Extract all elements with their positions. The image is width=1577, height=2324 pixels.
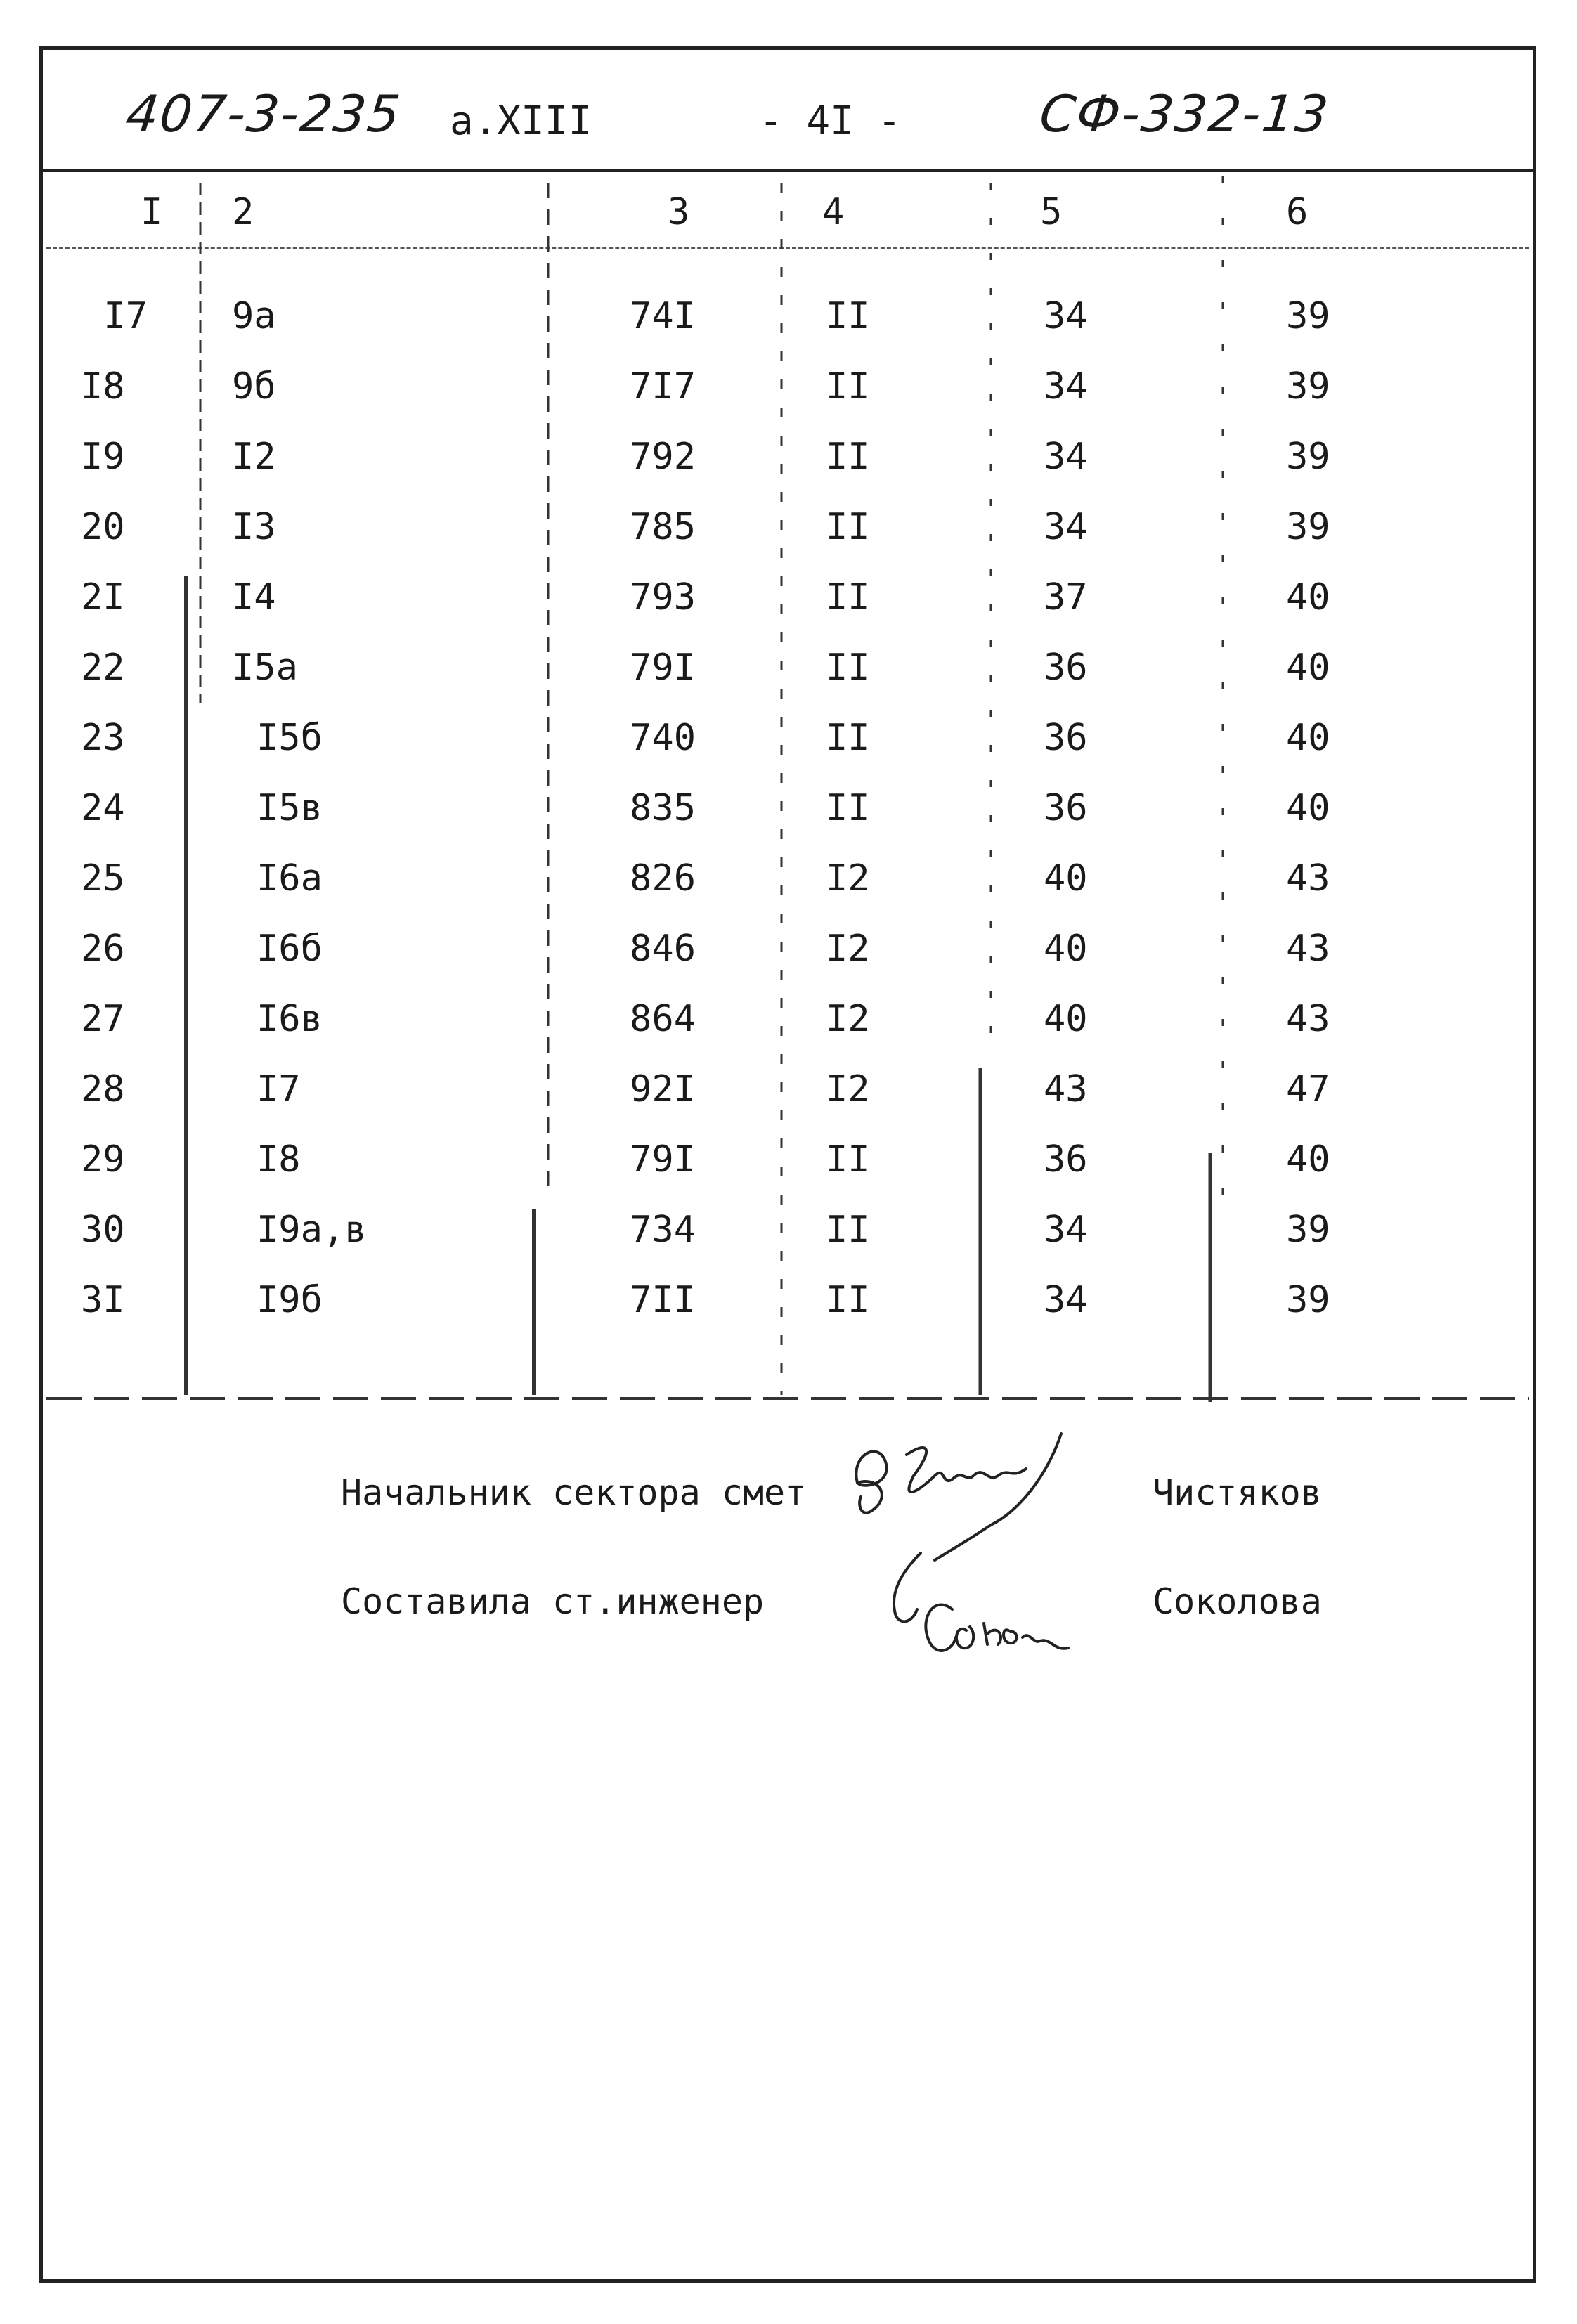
cell-col5: 34 (1044, 436, 1088, 478)
cell-col2: I4 (232, 576, 276, 618)
cell-col3: 740 (630, 717, 696, 759)
cell-col4: II (826, 1279, 870, 1321)
cell-col5: 40 (1044, 998, 1088, 1040)
cell-col4: II (826, 647, 870, 689)
cell-col1: 20 (81, 506, 125, 548)
cell-col1: 26 (81, 928, 125, 970)
cell-col1: 2I (81, 576, 125, 618)
cell-col6: 47 (1286, 1068, 1330, 1110)
handwritten-signatures (829, 1427, 1124, 1694)
cell-col5: 36 (1044, 1138, 1088, 1181)
table-row (0, 647, 1577, 703)
cell-col3: 846 (630, 928, 696, 970)
cell-col5: 36 (1044, 717, 1088, 759)
cell-col6: 40 (1286, 787, 1330, 829)
cell-col6: 43 (1286, 857, 1330, 900)
cell-col2: I7 (257, 1068, 301, 1110)
cell-col2: I6б (257, 928, 323, 970)
cell-col1: 27 (81, 998, 125, 1040)
cell-col4: I2 (826, 928, 870, 970)
cell-col1: 24 (81, 787, 125, 829)
cell-col3: 826 (630, 857, 696, 900)
signature-name-head: Чистяков (1153, 1472, 1322, 1513)
cell-col2: 9а (232, 295, 276, 337)
signature-role-head: Начальник сектора смет (341, 1472, 807, 1513)
page-number: - 4I - (759, 98, 902, 144)
cell-col2: I6в (257, 998, 323, 1040)
cell-col4: II (826, 295, 870, 337)
cell-col6: 39 (1286, 506, 1330, 548)
cell-col3: 92I (630, 1068, 696, 1110)
cell-col5: 34 (1044, 295, 1088, 337)
cell-col6: 39 (1286, 365, 1330, 408)
cell-col4: I2 (826, 1068, 870, 1110)
cell-col6: 40 (1286, 717, 1330, 759)
cell-col2: I3 (232, 506, 276, 548)
cell-col1: 22 (81, 647, 125, 689)
cell-col3: 785 (630, 506, 696, 548)
cell-col6: 40 (1286, 576, 1330, 618)
cell-col6: 39 (1286, 1279, 1330, 1321)
column-header-2: 2 (232, 191, 254, 233)
cell-col4: II (826, 1209, 870, 1251)
cell-col3: 864 (630, 998, 696, 1040)
cell-col4: II (826, 787, 870, 829)
cell-col4: II (826, 506, 870, 548)
cell-col3: 79I (630, 1138, 696, 1181)
cell-col3: 7II (630, 1279, 696, 1321)
cell-col4: II (826, 365, 870, 408)
cell-col5: 36 (1044, 787, 1088, 829)
column-header-6: 6 (1286, 191, 1309, 233)
cell-col1: I9 (81, 436, 125, 478)
table-row (0, 436, 1577, 492)
cell-col6: 39 (1286, 1209, 1330, 1251)
cell-col5: 34 (1044, 1209, 1088, 1251)
cell-col1: 23 (81, 717, 125, 759)
table-row (0, 576, 1577, 632)
table-row (0, 365, 1577, 422)
cell-col5: 36 (1044, 647, 1088, 689)
signature-role-engineer: Составила ст.инженер (341, 1581, 765, 1622)
cell-col2: I9б (257, 1279, 323, 1321)
cell-col3: 74I (630, 295, 696, 337)
cell-col3: 734 (630, 1209, 696, 1251)
cell-col6: 40 (1286, 1138, 1330, 1181)
cell-col5: 37 (1044, 576, 1088, 618)
cell-col1: 25 (81, 857, 125, 900)
table-row (0, 998, 1577, 1054)
table-row (0, 1209, 1577, 1265)
cell-col2: I8 (257, 1138, 301, 1181)
table-row (0, 506, 1577, 562)
column-header-5: 5 (1040, 191, 1063, 233)
cell-col6: 43 (1286, 998, 1330, 1040)
cell-col2: I9а,в (257, 1209, 367, 1251)
cell-col2: 9б (232, 365, 276, 408)
cell-col5: 40 (1044, 857, 1088, 900)
cell-col4: II (826, 1138, 870, 1181)
cell-col4: I2 (826, 857, 870, 900)
cell-col5: 34 (1044, 365, 1088, 408)
estimate-code: СФ-332-13 (1037, 84, 1332, 143)
cell-col1: I8 (81, 365, 125, 408)
album-number: а.XIII (450, 98, 592, 144)
cell-col3: 79I (630, 647, 696, 689)
cell-col6: 39 (1286, 295, 1330, 337)
document-number: 407-3-235 (123, 84, 405, 143)
table-row (0, 857, 1577, 914)
table-row (0, 1138, 1577, 1195)
cell-col1: 28 (81, 1068, 125, 1110)
cell-col5: 43 (1044, 1068, 1088, 1110)
cell-col2: I2 (232, 436, 276, 478)
cell-col1: I7 (103, 295, 148, 337)
cell-col5: 40 (1044, 928, 1088, 970)
cell-col2: I5а (232, 647, 298, 689)
cell-col4: II (826, 436, 870, 478)
cell-col3: 792 (630, 436, 696, 478)
cell-col6: 40 (1286, 647, 1330, 689)
table-row (0, 717, 1577, 773)
table-row (0, 787, 1577, 843)
table-row (0, 928, 1577, 984)
column-header-1: I (141, 191, 163, 233)
cell-col6: 39 (1286, 436, 1330, 478)
table-row (0, 1068, 1577, 1124)
cell-col3: 793 (630, 576, 696, 618)
cell-col2: I6а (257, 857, 323, 900)
cell-col4: II (826, 717, 870, 759)
cell-col1: 3I (81, 1279, 125, 1321)
cell-col4: I2 (826, 998, 870, 1040)
cell-col1: 29 (81, 1138, 125, 1181)
table-row (0, 295, 1577, 351)
cell-col6: 43 (1286, 928, 1330, 970)
cell-col5: 34 (1044, 506, 1088, 548)
table-row (0, 1279, 1577, 1335)
cell-col3: 7I7 (630, 365, 696, 408)
column-header-3: 3 (668, 191, 690, 233)
cell-col2: I5б (257, 717, 323, 759)
signature-name-engineer: Соколова (1153, 1581, 1322, 1622)
cell-col3: 835 (630, 787, 696, 829)
column-header-4: 4 (822, 191, 845, 233)
cell-col5: 34 (1044, 1279, 1088, 1321)
cell-col4: II (826, 576, 870, 618)
cell-col1: 30 (81, 1209, 125, 1251)
cell-col2: I5в (257, 787, 323, 829)
